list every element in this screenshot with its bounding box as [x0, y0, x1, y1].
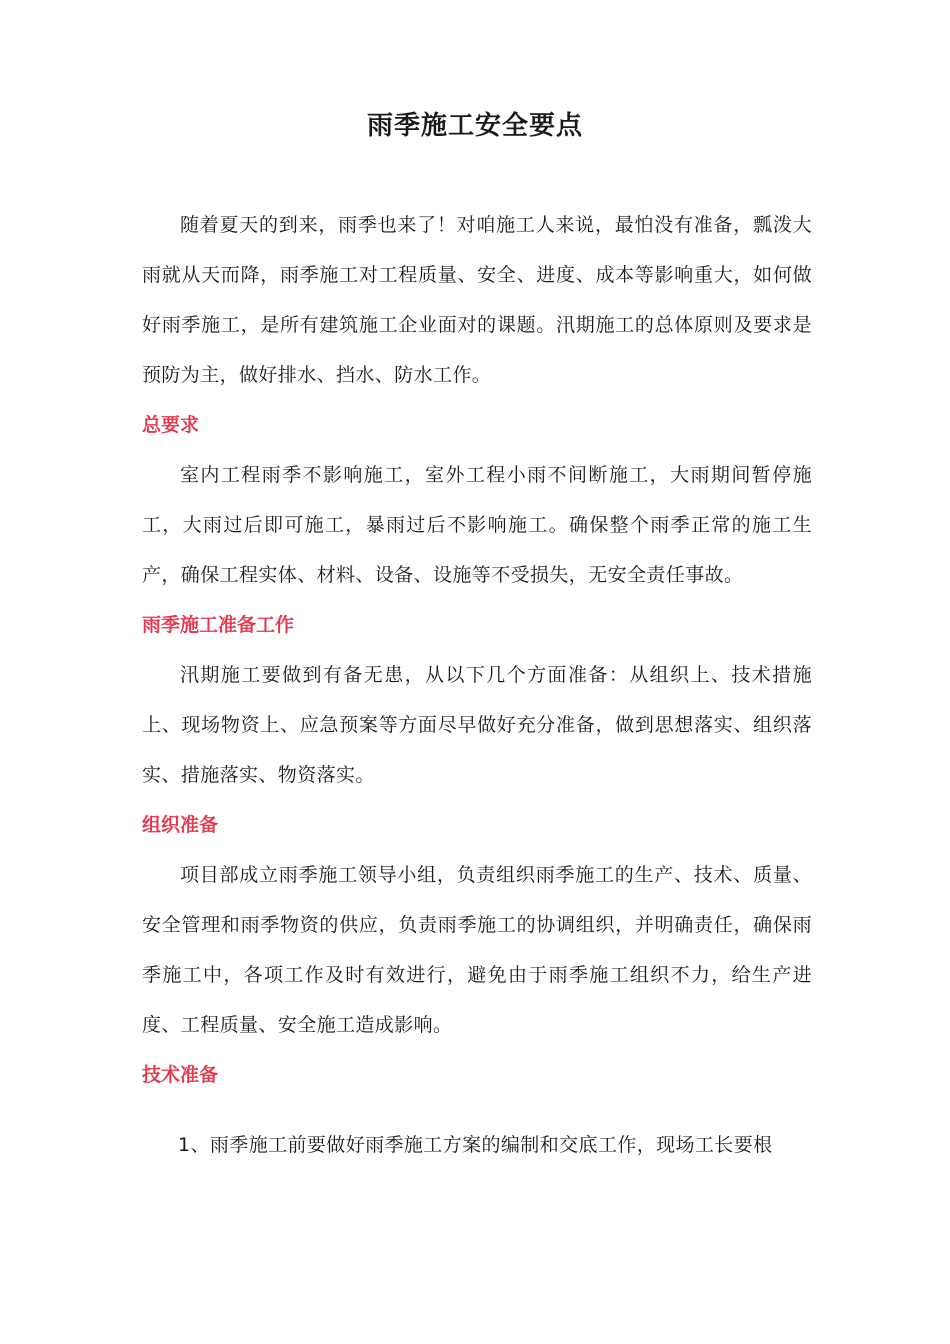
list-item-technical-1: 1、雨季施工前要做好雨季施工方案的编制和交底工作，现场工长要根 — [178, 1134, 773, 1156]
section-paragraph-general-requirements: 室内工程雨季不影响施工，室外工程小雨不间断施工，大雨期间暂停施工，大雨过后即可施工，暴雨过后不影响施工。确保整个雨季正常的施工生产，确保工程实体、材料、设备、设施等不受损失，无安全责任事故。 — [142, 464, 812, 586]
document-title: 雨季施工安全要点 — [366, 111, 583, 141]
section-heading-organization-preparation: 组织准备 — [142, 814, 219, 836]
document-body — [142, 200, 812, 1170]
section-spacer — [142, 1100, 812, 1120]
intro-paragraph: 随着夏天的到来，雨季也来了！对咱施工人来说，最怕没有准备，瓢泼大雨就从天而降，雨季施工对工程质量、安全、进度、成本等影响重大，如何做好雨季施工，是所有建筑施工企业面对的课题。汛期施工的总体原则及要求是预防为主，做好排水、挡水、防水工作。 — [142, 214, 812, 386]
section-paragraph-preparation-work: 汛期施工要做到有备无患，从以下几个方面准备：从组织上、技术措施上、现场物资上、应急预案等方面尽早做好充分准备，做到思想落实、组织落实、措施落实、物资落实。 — [142, 664, 812, 786]
section-heading-general-requirements: 总要求 — [142, 414, 200, 436]
section-heading-technical-preparation: 技术准备 — [142, 1064, 219, 1086]
section-heading-preparation-work: 雨季施工准备工作 — [142, 614, 295, 636]
section-paragraph-organization-preparation: 项目部成立雨季施工领导小组，负责组织雨季施工的生产、技术、质量、安全管理和雨季物资的供应，负责雨季施工的协调组织，并明确责任，确保雨季施工中，各项工作及时有效进行，避免由于雨季施工组织不力，给生产进度、工程质量、安全施工造成影响。 — [142, 864, 812, 1036]
